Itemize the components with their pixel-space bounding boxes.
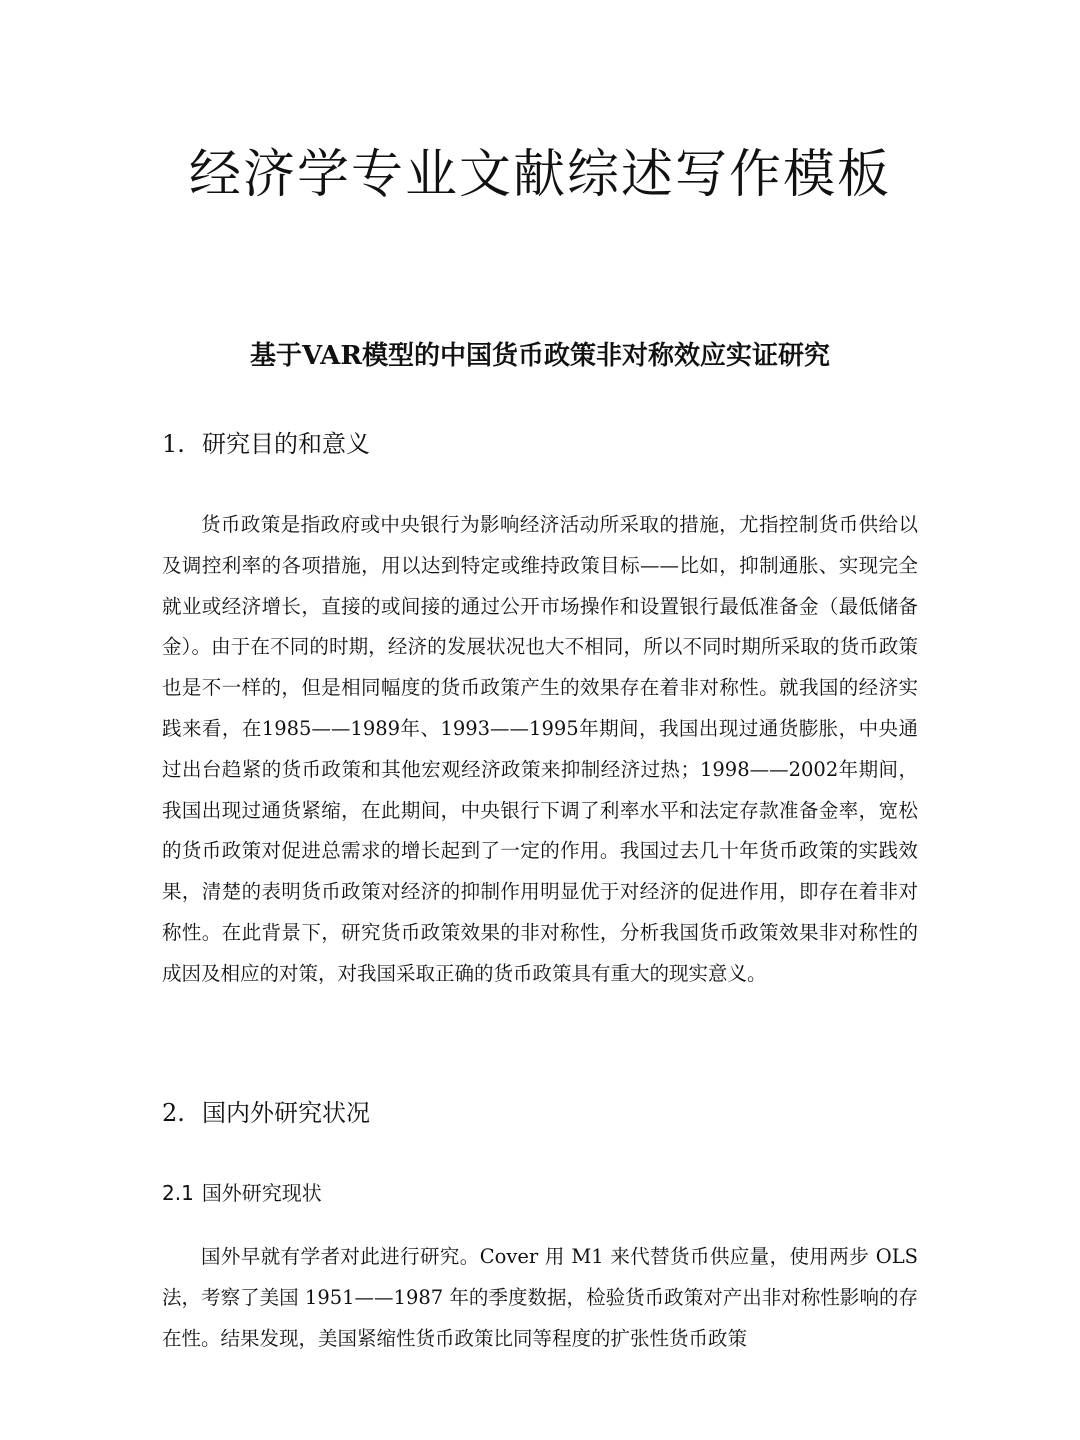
subsection-title: 国外研究现状 bbox=[201, 1181, 322, 1205]
subsection-number: 2.1 bbox=[162, 1181, 194, 1205]
section-heading-1 bbox=[162, 426, 370, 462]
document-title: 经济学专业文献综述写作模板 bbox=[188, 145, 891, 205]
paper-title: 基于VAR模型的中国货币政策非对称效应实证研究 bbox=[250, 341, 830, 371]
section-title: 国内外研究状况 bbox=[202, 1099, 370, 1127]
section-number: 2. bbox=[162, 1099, 185, 1127]
section-heading-2 bbox=[162, 1095, 370, 1131]
section-number: 1. bbox=[162, 430, 185, 458]
section-1-paragraph: 货币政策是指政府或中央银行为影响经济活动所采取的措施，尤指控制货币供给以及调控利率的各项措施，用以达到特定或维持政策目标——比如，抑制通胀、实现完全就业或经济增长，直接的或间接的通过公开市场操作和设置银行最低准备金（最低储备金）。由于在不同的时期，经济的发展状况也大不相同，所以不同时期所采取的货币政策也是不一样的，但是相同幅度的货币政策产生的效果存在着非对称性。就我国的经济实践来看，在1985——1989年、1993——1995年期间，我国出现过通货膨胀，中央通过出台趋紧的货币政策和其他宏观经济政策来抑制经济过热；1998——2002年期间，我国出现过通货紧缩，在此期间，中央银行下调了利率水平和法定存款准备金率，宽松的货币政策对促进总需求的增长起到了一定的作用。我国过去几十年货币政策的实践效果，清楚的表明货币政策对经济的抑制作用明显优于对经济的促进作用，即存在着非对称性。在此背景下，研究货币政策效果的非对称性，分析我国货币政策效果非对称性的成因及相应的对策，对我国采取正确的货币政策具有重大的现实意义。 bbox=[162, 513, 918, 985]
subsection-2-1-paragraph: 国外早就有学者对此进行研究。Cover 用 M1 来代替货币供应量，使用两步 OLS 法，考察了美国 1951——1987 年的季度数据，检验货币政策对产出非对称性影响的存在性。结果发现，美国紧缩性货币政策比同等程度的扩张性货币政策 bbox=[162, 1245, 918, 1350]
subsection-heading-2-1 bbox=[162, 1178, 322, 1208]
section-title: 研究目的和意义 bbox=[202, 430, 370, 458]
